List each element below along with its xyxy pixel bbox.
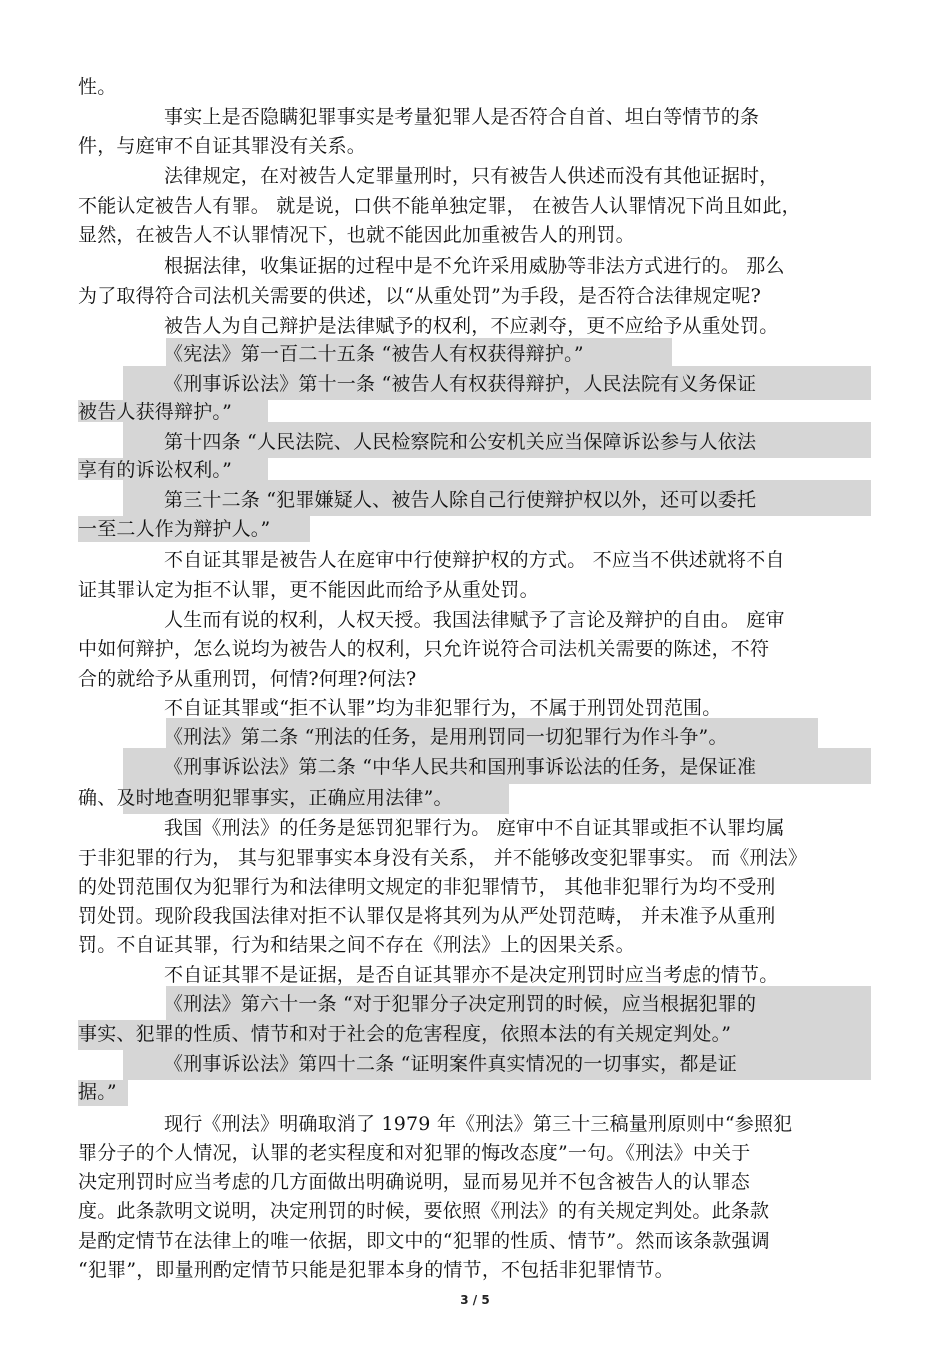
text-line: “犯罪”，即量刑酌定情节只能是犯罪本身的情节，不包括非犯罪情节。 [78,1259,674,1281]
statute-quote: 第十四条 “人民法院、人民检察院和公安机关应当保障诉讼参与人依法 [164,431,757,453]
statute-quote: 被告人获得辩护。” [78,401,233,423]
text-line: 人生而有说的权利，人权天授。我国法律赋予了言论及辩护的自由。 庭审 [164,609,785,631]
text-line: 度。此条款明文说明，决定刑罚的时候，要依照《刑法》的有关规定判处。此条款 [78,1200,770,1222]
text-line: 不自证其罪不是证据，是否自证其罪亦不是决定刑罚时应当考虑的情节。 [164,964,779,986]
text-line: 证其罪认定为拒不认罪，更不能因此而给予从重处罚。 [78,579,539,601]
statute-quote: 《刑事诉讼法》第十一条 “被告人有权获得辩护，人民法院有义务保证 [164,373,757,395]
statute-quote: 一至二人作为辩护人。” [78,518,271,540]
statute-quote: 《宪法》第一百二十五条 “被告人有权获得辩护。” [164,343,584,365]
text-line: 合的就给予从重刑罚，何情?何理?何法? [78,668,417,690]
statute-quote: 事实、犯罪的性质、情节和对于社会的危害程度，依照本法的有关规定判处。” [78,1023,732,1045]
statute-quote: 享有的诉讼权利。” [78,459,233,481]
text-line: 被告人为自己辩护是法律赋予的权利，不应剥夺，更不应给予从重处罚。 [164,315,779,337]
page-number: 3 / 5 [460,1293,490,1307]
statute-quote: 据。” [78,1081,117,1103]
text-line: 现行《刑法》明确取消了 1979 年《刑法》第三十三稿量刑原则中“参照犯 [164,1113,793,1135]
text-line: 我国《刑法》的任务是惩罚犯罪行为。 庭审中不自证其罪或拒不认罪均属 [164,817,785,839]
text-line: 罪分子的个人情况，认罪的老实程度和对犯罪的悔改态度”一句。《刑法》中关于 [78,1142,751,1164]
statute-quote: 《刑事诉讼法》第二条 “中华人民共和国刑事诉讼法的任务，是保证准 [164,756,757,778]
text-line: 不能认定被告人有罪。 就是说，口供不能单独定罪， 在被告人认罪情况下尚且如此， [78,195,801,217]
statute-quote: 确、及时地查明犯罪事实，正确应用法律”。 [78,787,453,809]
statute-quote: 《刑事诉讼法》第四十二条 “证明案件真实情况的一切事实，都是证 [164,1053,737,1075]
text-line: 的处罚范围仅为犯罪行为和法律明文规定的非犯罪情节， 其他非犯罪行为均不受刑 [78,876,776,898]
text-line: 显然，在被告人不认罪情况下，也就不能因此加重被告人的刑罚。 [78,224,635,246]
text-line: 是酌定情节在法律上的唯一依据，即文中的“犯罪的性质、情节”。然而该条款强调 [78,1230,770,1252]
text-line: 性。 [78,76,117,98]
text-line: 法律规定，在对被告人定罪量刑时，只有被告人供述而没有其他证据时， [164,165,779,187]
text-line: 罚处罚。现阶段我国法律对拒不认罪仅是将其列为从严处罚范畴， 并未准予从重刑 [78,905,776,927]
text-line: 不自证其罪或“拒不认罪”均为非犯罪行为，不属于刑罚处罚范围。 [164,697,722,719]
statute-quote: 第三十二条 “犯罪嫌疑人、被告人除自己行使辩护权以外，还可以委托 [164,489,757,511]
statute-quote: 《刑法》第六十一条 “对于犯罪分子决定刑罚的时候，应当根据犯罪的 [164,993,757,1015]
text-line: 为了取得符合司法机关需要的供述，以“从重处罚”为手段，是否符合法律规定呢? [78,285,762,307]
text-line: 不自证其罪是被告人在庭审中行使辩护权的方式。 不应当不供述就将不自 [164,549,785,571]
statute-quote: 《刑法》第二条 “刑法的任务，是用刑罚同一切犯罪行为作斗争”。 [164,726,728,748]
text-line: 罚。不自证其罪，行为和结果之间不存在《刑法》上的因果关系。 [78,934,635,956]
text-line: 决定刑罚时应当考虑的几方面做出明确说明，显而易见并不包含被告人的认罪态 [78,1171,751,1193]
text-line: 件，与庭审不自证其罪没有关系。 [78,135,367,157]
text-line: 根据法律，收集证据的过程中是不允许采用威胁等非法方式进行的。 那么 [164,255,785,277]
text-line: 中如何辩护，怎么说均为被告人的权利，只允许说符合司法机关需要的陈述，不符 [78,638,770,660]
text-line: 于非犯罪的行为， 其与犯罪事实本身没有关系， 并不能够改变犯罪事实。 而《刑法》 [78,847,808,869]
text-line: 事实上是否隐瞒犯罪事实是考量犯罪人是否符合自首、坦白等情节的条 [164,106,760,128]
